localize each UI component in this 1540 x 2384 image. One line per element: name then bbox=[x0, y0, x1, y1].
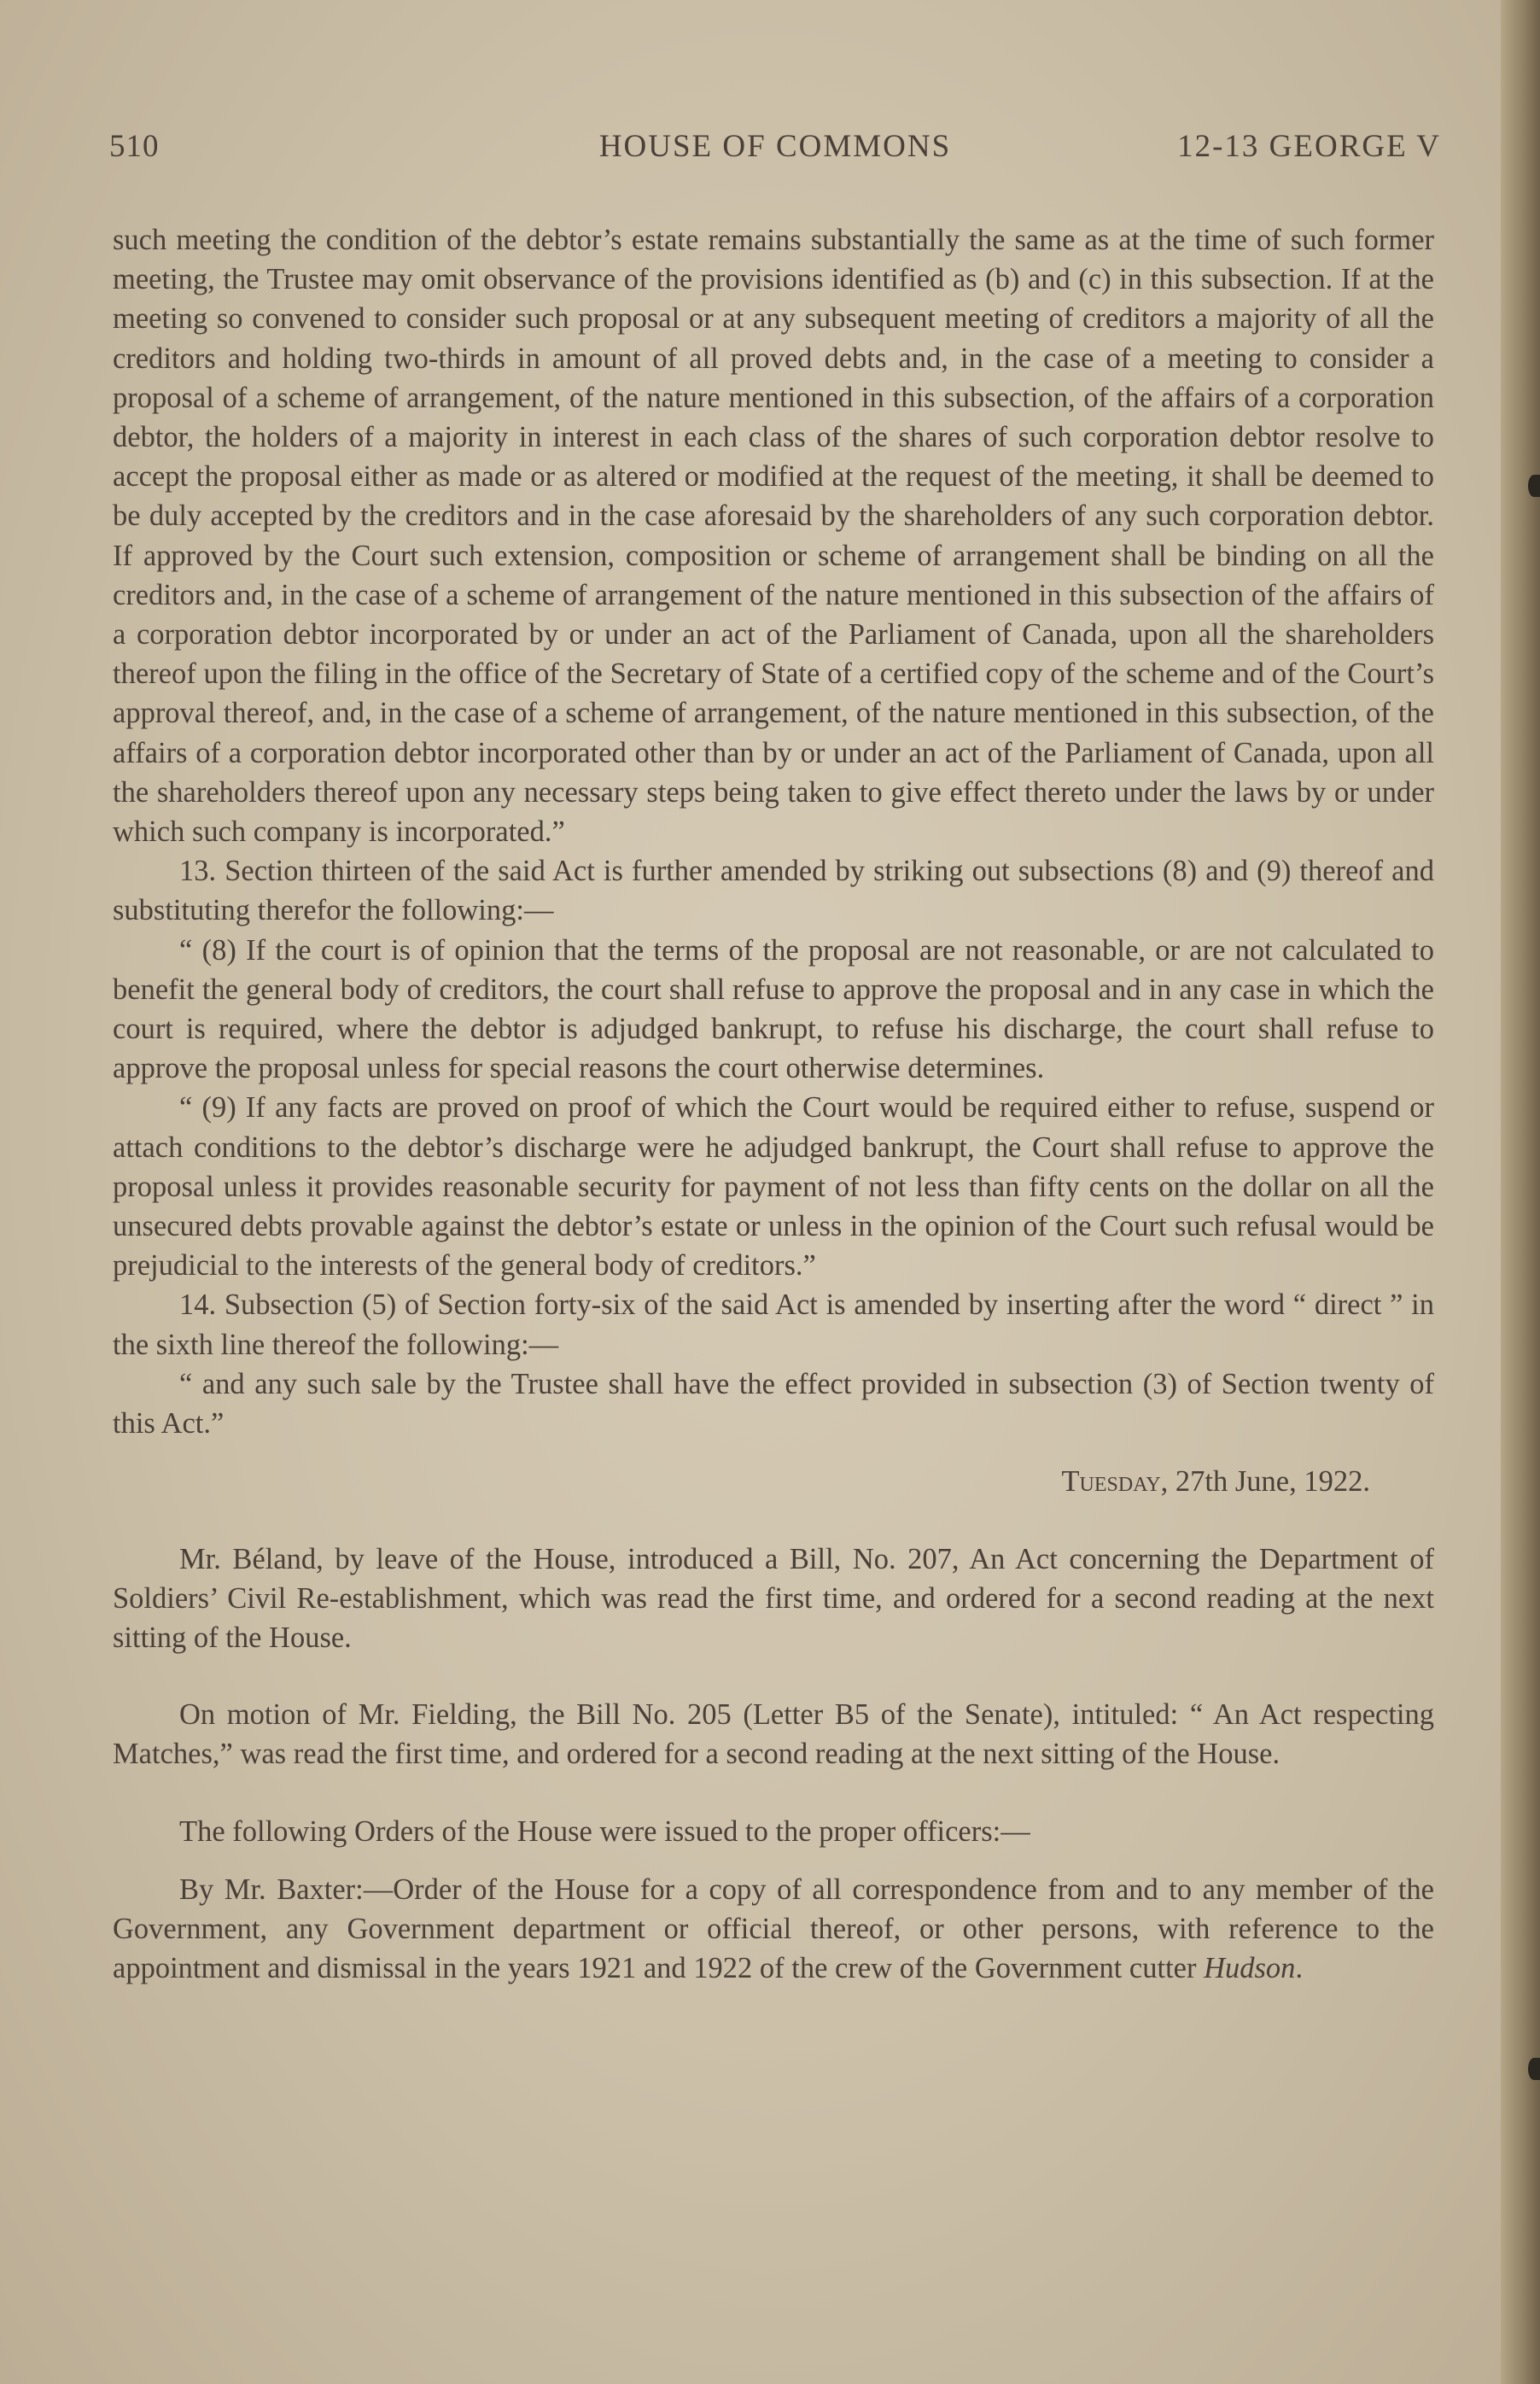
paragraph-subsection-8: “ (8) If the court is of opinion that the terms of the proposal are not reasonable, or are not calculated to benefit the general body of creditors, the court shall refuse to approve the proposal and in any case in which the court is required, where the debtor is adjudged bankrupt, to refuse his discharge, the court shall refuse to approve the proposal unless for special reasons the court otherwise determines. bbox=[113, 933, 1434, 1085]
order-end: . bbox=[1295, 1952, 1304, 1985]
page-body bbox=[113, 220, 1434, 1988]
running-header bbox=[109, 128, 1441, 171]
paragraph-section-13: 13. Section thirteen of the said Act is further amended by striking out subsections (8) and (9) thereof and substituting therefor the following:— bbox=[113, 855, 1434, 927]
page-number: 510 bbox=[109, 129, 160, 164]
date-rest: , 27th June, 1922. bbox=[1160, 1465, 1370, 1499]
proceeding-orders-issued: The following Orders of the House were issued to the proper officers:— bbox=[179, 1814, 1030, 1848]
binding-mark bbox=[1528, 475, 1540, 497]
proceeding-fielding-bill: On motion of Mr. Fielding, the Bill No. 205 (Letter B5 of the Senate), intituled: “ An Act respecting Matches,” was read the first time, and ordered for a second reading at the next sitting of the House. bbox=[113, 1698, 1434, 1771]
paragraph-section-14: 14. Subsection (5) of Section forty-six of the said Act is amended by inserting after the word “ direct ” in the sixth line thereof the following:— bbox=[113, 1288, 1434, 1361]
paragraph-subsection-9: “ (9) If any facts are proved on proof of which the Court would be required either to refuse, suspend or attach conditions to the debtor’s discharge were he adjudged bankrupt, the Court shall refuse to approve the proposal unless it provides reasonable security for payment of not less than fifty cents on the dollar on all the unsecured debts provable against the debtor’s estate or unless in the opinion of the Court such refusal would be prejudicial to the interests of the general body of creditors.” bbox=[113, 1091, 1434, 1283]
page-edge bbox=[1501, 0, 1540, 2384]
order-baxter-text: By Mr. Baxter:—Order of the House for a copy of all correspondence from and to any member of the Government, any Government department or official thereof, or other persons, with reference to the appointment and dismissal in the years 1921 and 1922 of the crew of the Government cutter bbox=[113, 1873, 1434, 1985]
date-day: Tuesday bbox=[1061, 1465, 1161, 1499]
date-line bbox=[113, 1462, 1434, 1501]
header-title: HOUSE OF COMMONS bbox=[598, 129, 952, 164]
header-reign: 12-13 GEORGE V bbox=[1177, 129, 1441, 164]
paragraph-continuation: such meeting the condition of the debtor’s estate remains substantially the same as at the time of such former meeting, the Trustee may omit observance of the provisions identified as (b) and (c) in this subsection. If at the meeting so convened to consider such proposal or at any subsequent meeting of creditors a majority of all the creditors and holding two-thirds in amount of all proved debts and, in the case of a meeting to consider a proposal of a scheme of arrangement, of the nature mentioned in this subsection, of the affairs of a corporation debtor, the holders of a majority in interest in each class of the shares of such corporation debtor resolve to accept the proposal either as made or as altered or modified at the request of the meeting, it shall be deemed to be duly accepted by the creditors and in the case aforesaid by the shareholders of any such corporation debtor. If approved by the Court such extension, composition or scheme of arrangement shall be binding on all the creditors and, in the case of a scheme of arrangement of the nature mentioned in this subsection of the affairs of a corporation debtor incorporated by or under an act of the Parliament of Canada, upon all the shareholders thereof upon the filing in the office of the Secretary of State of a certified copy of the scheme and of the Court’s approval thereof, and, in the case of a scheme of arrangement, of the nature mentioned in this subsection, of the affairs of a corporation debtor incorporated other than by or under an act of the Parliament of Canada, upon all the shareholders thereof upon any necessary steps being taken to give effect thereto under the laws by or under which such company is incorporated.” bbox=[113, 224, 1434, 849]
binding-mark bbox=[1528, 2058, 1540, 2080]
order-vessel-name: Hudson bbox=[1204, 1952, 1296, 1985]
proceeding-beland-bill: Mr. Béland, by leave of the House, introduced a Bill, No. 207, An Act concerning the Department of Soldiers’ Civil Re-establishment, which was read the first time, and ordered for a second reading at the next sitting of the House. bbox=[113, 1542, 1434, 1654]
order-baxter bbox=[113, 1870, 1434, 1989]
paragraph-quoted-amendment: “ and any such sale by the Trustee shall have the effect provided in subsection (3) of Section twenty of this Act.” bbox=[113, 1367, 1434, 1440]
